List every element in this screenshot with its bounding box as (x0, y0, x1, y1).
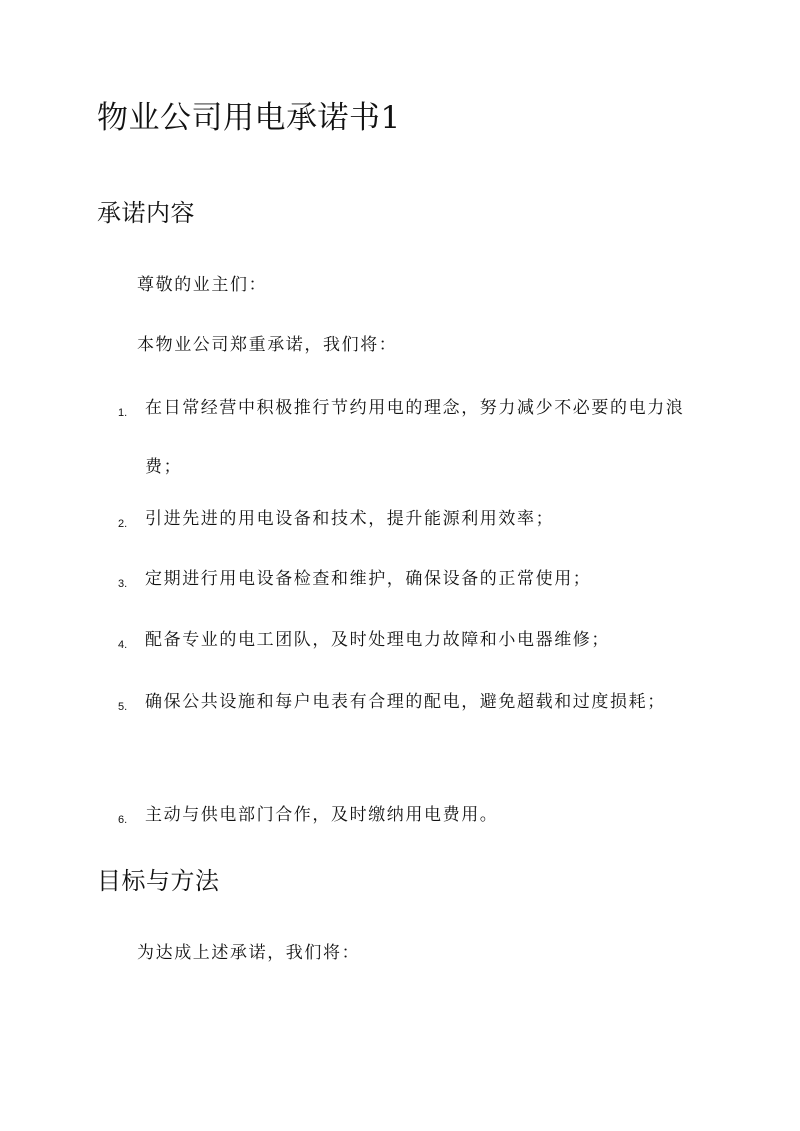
section-heading-commitment: 承诺内容 (97, 199, 195, 227)
list-item-text: 确保公共设施和每户电表有合理的配电，避免超载和过度损耗； (145, 692, 666, 712)
document-title: 物业公司用电承诺书1 (97, 100, 401, 136)
greeting-paragraph: 尊敬的业主们： (137, 275, 268, 295)
list-item-number: 1. (118, 407, 128, 419)
list-item-text: 在日常经营中积极推行节约用电的理念，努力减少不必要的电力浪费； (145, 398, 685, 477)
list-item-number: 3. (118, 578, 128, 590)
list-item-number: 2. (118, 518, 128, 530)
goals-intro-paragraph: 为达成上述承诺，我们将： (137, 943, 361, 963)
list-item-number: 4. (118, 639, 128, 651)
list-item-number: 5. (118, 701, 128, 713)
list-item-text: 定期进行用电设备检查和维护，确保设备的正常使用； (145, 569, 592, 589)
section-heading-goals-methods: 目标与方法 (97, 867, 220, 895)
list-item-text: 配备专业的电工团队，及时处理电力故障和小电器维修； (145, 630, 610, 650)
list-item-number: 6. (118, 814, 128, 826)
intro-paragraph: 本物业公司郑重承诺，我们将： (137, 335, 398, 355)
list-item-text: 引进先进的用电设备和技术，提升能源利用效率； (145, 509, 555, 529)
list-item-text: 主动与供电部门合作，及时缴纳用电费用。 (145, 805, 499, 825)
